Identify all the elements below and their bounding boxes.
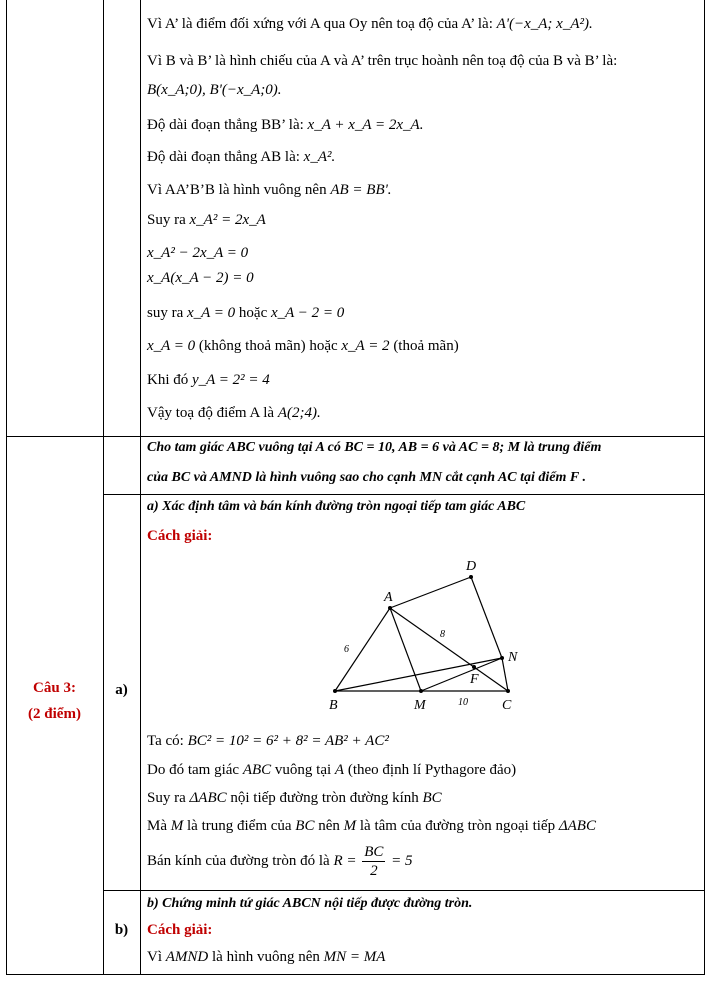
- text-line: Suy ra ΔABC nội tiếp đường tròn đường kính BC: [147, 790, 442, 806]
- table-row-divider: [103, 494, 705, 495]
- table-border-bottom: [6, 974, 705, 975]
- math-line: x_A(x_A − 2) = 0: [147, 270, 254, 286]
- length-AB: 6: [344, 644, 349, 655]
- segment-MN: [421, 658, 502, 691]
- label-F: F: [470, 672, 479, 687]
- point-B: [333, 689, 337, 693]
- text-line: Vì AMND là hình vuông nên MN = MA: [147, 949, 386, 965]
- point-F: [472, 665, 476, 669]
- point-A: [388, 606, 392, 610]
- part-a-label: a): [115, 682, 128, 698]
- method-heading: Cách giải:: [147, 922, 213, 938]
- text-line: Vì B và B’ là hình chiếu của A và A’ trên trục hoành nên toạ độ của B và B’ là:: [147, 53, 618, 69]
- label-N: N: [508, 650, 518, 665]
- text-line: Độ dài đoạn thẳng AB là: x_A².: [147, 149, 336, 165]
- question-label: Câu 3:: [33, 680, 76, 696]
- text-line: Mà M là trung điểm của BC nên M là tâm của đường tròn ngoại tiếp ΔABC: [147, 818, 596, 834]
- text-line: Ta có: BC² = 10² = 6² + 8² = AB² + AC²: [147, 733, 389, 749]
- table-row-divider: [6, 436, 705, 437]
- method-heading: Cách giải:: [147, 528, 213, 544]
- text-line: Do đó tam giác ABC vuông tại A (theo định lí Pythagore đảo): [147, 762, 517, 778]
- point-M: [419, 689, 423, 693]
- table-row-divider: [103, 890, 705, 891]
- text-line: x_A = 0 (không thoả mãn) hoặc x_A = 2 (thoả mãn): [147, 338, 459, 354]
- part-a-title: a) Xác định tâm và bán kính đường tròn ngoại tiếp tam giác ABC: [147, 499, 526, 514]
- text-line: Vì A’ là điểm đối xứng với A qua Oy nên toạ độ của A’ là: A'(−x_A; x_A²).: [147, 16, 593, 32]
- label-C: C: [502, 698, 512, 713]
- table-border-left: [6, 0, 7, 975]
- text-line: Độ dài đoạn thẳng BB’ là: x_A + x_A = 2x_A.: [147, 117, 424, 133]
- point-N: [500, 656, 504, 660]
- text-line: suy ra x_A = 0 hoặc x_A − 2 = 0: [147, 305, 345, 321]
- label-A: A: [384, 590, 393, 605]
- text-line: Khi đó y_A = 2² = 4: [147, 372, 270, 388]
- table-border-col1: [103, 0, 104, 975]
- label-B: B: [329, 698, 338, 713]
- math-line: x_A² − 2x_A = 0: [147, 245, 249, 261]
- segment-DN: [471, 577, 502, 658]
- fraction: $\frac{BC}{2}$: [364, 844, 384, 880]
- segment-AD: [390, 577, 471, 608]
- length-AC: 8: [440, 629, 445, 640]
- part-b-title: b) Chứng minh tứ giác ABCN nội tiếp được đường tròn.: [147, 896, 473, 911]
- point-D: [469, 575, 473, 579]
- question-points: (2 điểm): [28, 706, 81, 722]
- table-border-col2: [140, 0, 141, 975]
- part-b-label: b): [114, 922, 129, 938]
- question-stem: của BC và AMND là hình vuông sao cho cạnh MN cắt cạnh AC tại điểm F .: [147, 470, 586, 485]
- math-line: B(x_A;0), B'(−x_A;0).: [147, 82, 282, 98]
- geometry-figure: [320, 555, 530, 715]
- text-line: Vậy toạ độ điểm A là A(2;4).: [147, 405, 321, 421]
- text-line: Vì AA’B’B là hình vuông nên AB = BB'.: [147, 182, 392, 198]
- text-line: Suy ra x_A² = 2x_A: [147, 212, 266, 228]
- question-stem: Cho tam giác ABC vuông tại A có BC = 10, AB = 6 và AC = 8; M là trung điểm: [147, 440, 602, 455]
- length-BC: 10: [458, 697, 468, 708]
- segment-AM: [390, 608, 421, 691]
- table-border-right: [704, 0, 705, 975]
- text-line: Bán kính của đường tròn đó là R = $\frac{BC}{2}$ = 5: [147, 844, 413, 880]
- segment-AC: [390, 608, 508, 691]
- point-C: [506, 689, 510, 693]
- label-M: M: [414, 698, 426, 713]
- label-D: D: [466, 559, 477, 574]
